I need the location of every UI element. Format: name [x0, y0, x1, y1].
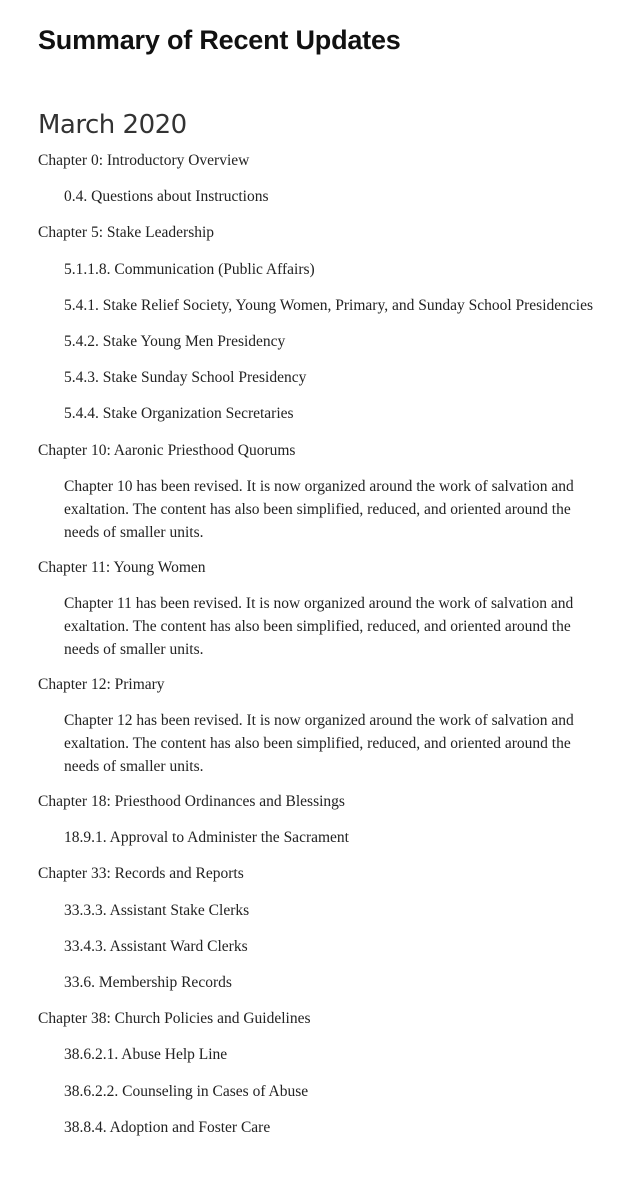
section-title: March 2020	[38, 110, 187, 140]
section-item[interactable]: 5.4.1. Stake Relief Society, Young Women, Primary, and Sunday School Presidencies	[64, 296, 593, 314]
chapter-heading[interactable]: Chapter 12: Primary	[38, 675, 165, 693]
section-item[interactable]: 18.9.1. Approval to Administer the Sacrament	[64, 829, 349, 847]
section-item[interactable]: 33.6. Membership Records	[64, 974, 232, 991]
section-item[interactable]: 33.3.3. Assistant Stake Clerks	[64, 901, 250, 919]
section-item[interactable]: 38.6.2.1. Abuse Help Line	[64, 1046, 228, 1064]
updates-list	[38, 149, 604, 1152]
section-item[interactable]: 0.4. Questions about Instructions	[64, 188, 269, 206]
chapter-heading[interactable]: Chapter 5: Stake Leadership	[38, 224, 215, 242]
chapter-heading[interactable]: Chapter 18: Priesthood Ordinances and Blessings	[38, 793, 345, 811]
section-item[interactable]: 5.4.4. Stake Organization Secretaries	[64, 405, 294, 423]
section-item[interactable]: 5.4.2. Stake Young Men Presidency	[64, 332, 286, 350]
chapter-description: Chapter 11 has been revised. It is now organized around the work of salvation and exaltation. The content has also been simplified, reduced, and oriented around the needs of smaller units.	[64, 594, 574, 658]
chapter-heading[interactable]: Chapter 10: Aaronic Priesthood Quorums	[38, 441, 296, 459]
page-title: Summary of Recent Updates	[38, 25, 401, 55]
section-item[interactable]: 33.4.3. Assistant Ward Clerks	[64, 937, 248, 955]
section-item[interactable]: 38.6.2.2. Counseling in Cases of Abuse	[64, 1082, 309, 1100]
chapter-heading[interactable]: Chapter 33: Records and Reports	[38, 865, 244, 883]
chapter-heading[interactable]: Chapter 0: Introductory Overview	[38, 152, 250, 169]
section-item[interactable]: 5.4.3. Stake Sunday School Presidency	[64, 369, 307, 387]
chapter-heading[interactable]: Chapter 38: Church Policies and Guidelines	[38, 1010, 311, 1028]
chapter-description: Chapter 12 has been revised. It is now organized around the work of salvation and exaltation. The content has also been simplified, reduced, and oriented around the needs of smaller units.	[64, 712, 574, 776]
section-item[interactable]: 5.1.1.8. Communication (Public Affairs)	[64, 260, 315, 278]
chapter-description: Chapter 10 has been revised. It is now organized around the work of salvation and exaltation. The content has also been simplified, reduced, and oriented around the needs of smaller units.	[64, 477, 574, 541]
chapter-heading[interactable]: Chapter 11: Young Women	[38, 558, 206, 576]
section-item[interactable]: 38.8.4. Adoption and Foster Care	[64, 1118, 271, 1136]
